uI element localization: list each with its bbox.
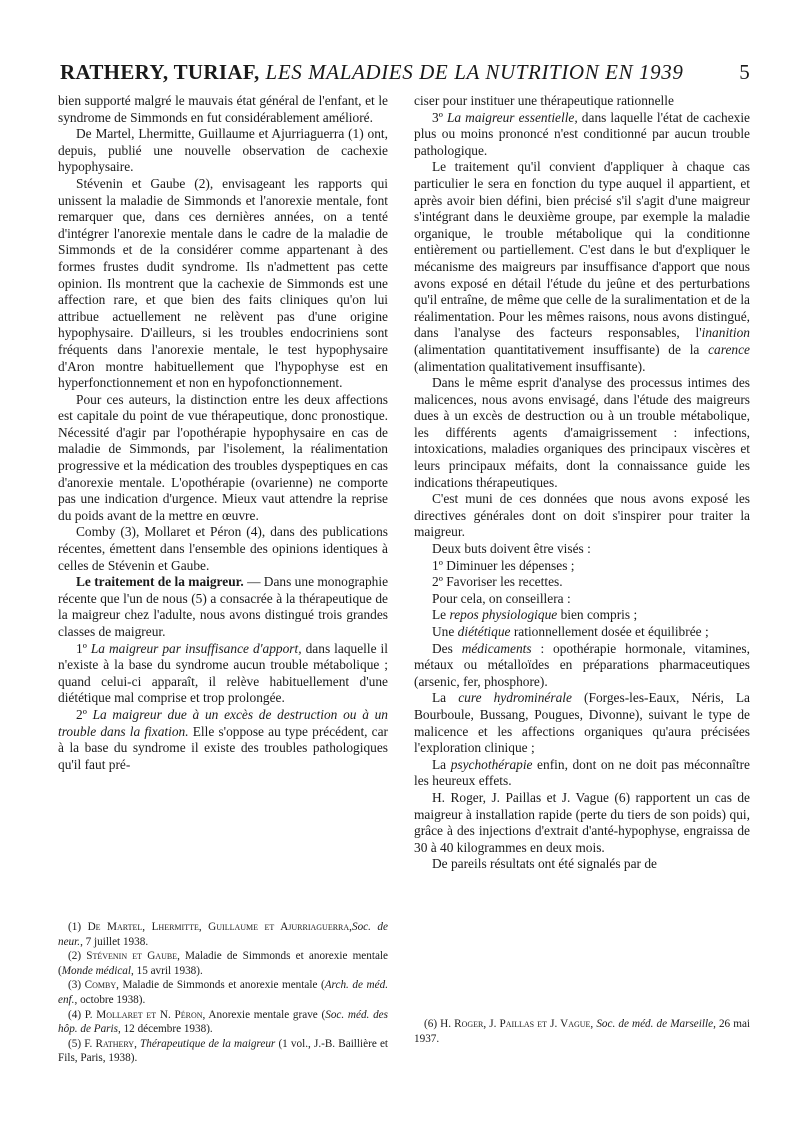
section-heading: Le traitement de la maigreur. xyxy=(76,574,244,590)
italic-term: cure hydrominérale xyxy=(458,690,572,706)
italic-term: repos physiologique xyxy=(449,607,558,623)
item-text: dans laquelle il n'existe à la base du syndrome aucun trouble métabolique ; quand celui-ci apparaît, il relève habituellement d'une diététique mal comprise et trop prolongée. xyxy=(58,640,388,706)
paragraph: Deux buts doivent être visés : xyxy=(432,541,591,557)
running-header xyxy=(60,60,750,90)
list-item xyxy=(414,690,750,756)
footnote xyxy=(58,1037,388,1066)
footnote xyxy=(58,978,388,1007)
footnote-source: Soc. de méd. de Marseille xyxy=(596,1018,714,1030)
list-item xyxy=(414,624,750,641)
header-title: LES MALADIES DE LA NUTRITION EN 1939 xyxy=(265,60,684,84)
paragraph xyxy=(414,159,750,375)
paragraph: Pour cela, on conseillera : xyxy=(432,590,571,606)
footnote-authors: P. Mollaret et N. Péron, xyxy=(84,1008,206,1021)
footnote-number: (3) xyxy=(68,979,85,992)
italic-term: carence xyxy=(708,341,750,357)
footnote-text: Maladie de Simmonds et anorexie mentale ( xyxy=(118,979,325,992)
paragraph: ciser pour instituer une thérapeutique rationnelle xyxy=(414,93,674,108)
italic-term: psychothérapie xyxy=(450,756,533,772)
footnote-source: Soc. méd. des hôp. de Paris xyxy=(58,1008,388,1036)
paragraph: H. Roger, J. Paillas et J. Vague (6) rapportent un cas de maigreur à installation rapide (perte du tiers de son poids) qui, grâce à des injections d'extrait d'anté-hypophyse, engraissa de 30 à 40 kilogrammes en deux mois. xyxy=(414,789,750,855)
text-run: Le xyxy=(432,607,450,623)
italic-term: diététique xyxy=(457,624,511,639)
footnote xyxy=(414,1017,750,1046)
text-run: La xyxy=(432,756,451,772)
text-run: (alimentation quantitativement insuffisante) de la xyxy=(414,341,709,357)
footnote-authors: F. Rathery, xyxy=(84,1037,137,1050)
text-run: (Forges-les-Eaux, Néris, La Bourboule, Bussang, Pougues, Divonne), suivant le type de malicence et les affections organiques qu'aura précisées l'exploration clinique ; xyxy=(414,690,750,756)
footnote-authors: Comby, xyxy=(84,979,119,992)
italic-term: inanition xyxy=(701,325,750,341)
right-column xyxy=(414,93,750,873)
footnote-source: Soc. de neur. xyxy=(58,921,388,948)
footnote-number: (4) xyxy=(68,1008,85,1021)
footnote-source: Arch. de méd. enf. xyxy=(58,979,388,1006)
list-item xyxy=(414,110,750,160)
list-item: 1º Diminuer les dépenses ; xyxy=(432,557,575,573)
list-item xyxy=(58,641,388,707)
footnote xyxy=(58,1008,388,1037)
footnote-text: , 26 mai 1937. xyxy=(414,1018,751,1045)
text-run: enfin, dont on ne doit pas méconnaître les heureux effets. xyxy=(414,756,750,789)
footnote-authors: Stévenin et Gaube, xyxy=(86,950,180,963)
footnote-text: Maladie de Simmonds et anorexie mentale ( xyxy=(58,950,388,977)
footnote-separator xyxy=(218,908,228,911)
text-run: Une xyxy=(432,624,458,639)
section-paragraph xyxy=(58,574,388,640)
page-number: 5 xyxy=(739,60,750,84)
list-item xyxy=(414,607,750,624)
item-title: La maigreur due à un excès de destruction ou à un trouble dans la fixation. xyxy=(58,706,388,739)
footnote-text: , 12 décembre 1938). xyxy=(117,1023,213,1036)
paragraph: Pour ces auteurs, la distinction entre les deux affections est capitale du point de vue thérapeutique, donc pronostique. Nécessité d'agir par l'opothérapie hypophysaire en cas de maladie de Simmonds, par l'isolement, la réalimentation progressive et la médication des troubles dyspeptiques en cas d'anorexie mentale. L'opothérapie (ovarienne) ne comporte pas une indication d'urgence. Mieux vaut attendre la reprise du poids avant de la mettre en œuvre. xyxy=(58,391,388,523)
footnote-number: (1) xyxy=(68,921,88,933)
item-text: dans laquelle l'état de cachexie plus ou moins prononcé n'est conditionné par aucun trouble pathologique. xyxy=(414,109,750,158)
footnote-text: , 7 juillet 1938. xyxy=(80,935,149,948)
text-run: Le traitement qu'il convient d'appliquer à chaque cas particulier le sera en fonction du type auquel il appartient, et après avoir bien défini, bien précisé s'il s'agit d'une maigreur s'intégrant dans le deuxième groupe, par exemple la maladie organique, le trouble métabolique qui la conditionne entièrement ou partiellement. C'est dans le but d'expliquer le mécanisme des maigreurs par insuffisance d'apport que nous avons exposé en détail l'étude du jeûne et des perturbations qu'il entraîne, de même que celle de la suralimentation et de la réalimentation. Pour les mêmes raisons, nous avons distingué, dans l'analyse des facteurs responsables, l' xyxy=(414,159,750,341)
item-title: La maigreur par insuffisance d'apport, xyxy=(90,640,302,656)
footnote-text: (1 vol., J.-B. Baillière et Fils, Paris, 1938). xyxy=(58,1037,389,1065)
list-item xyxy=(414,757,750,790)
text-run: (alimentation qualitativement insuffisante). xyxy=(414,358,646,374)
text-run: bien compris ; xyxy=(557,607,638,623)
section-intro: — Dans une monographie récente que l'un de nous (5) a consacrée à la thérapeutique de la maigreur chez l'adulte, nous avons distingué trois grandes classes de maigreur. xyxy=(58,574,389,639)
text-run: rationnellement dosée et équilibrée ; xyxy=(510,624,709,639)
item-title: La maigreur essentielle, xyxy=(446,109,578,125)
item-text: Elle s'oppose au type précédent, car à la base du syndrome il existe des troubles pathologiques qu'il faut pré- xyxy=(58,723,388,772)
paragraph: Stévenin et Gaube (2), envisageant les rapports qui unissent la maladie de Simmonds et l'anorexie mentale, font remarquer que, dans ces dernières années, on a tenté d'intégrer l'anorexie mentale dans le cadre de la maladie de Simmonds et de la considérer comme appartenant à des formes frustes dudit syndrome. Ils n'admettent pas cette opinion. Ils montrent que la cachexie de Simmonds est une affection rare, et que bien des faits cliniques qu'on lui attribue actuellement ne relèvent pas d'une origine hypophysaire. D'ailleurs, si les troubles endocriniens sont fréquents dans l'anorexie mentale, le test hypophysaire d'Aron montre habituellement que l'hypophyse est en hyperfonctionnement et non en hypofonctionnement. xyxy=(58,175,388,391)
footnote xyxy=(58,949,388,978)
footnote-text: Anorexie mentale grave ( xyxy=(205,1008,326,1021)
paragraph: Comby (3), Mollaret et Péron (4), dans des publications récentes, émettent dans l'ensemble des opinions identiques à celles de Stévenin et Gaube. xyxy=(58,524,388,573)
paragraph: De pareils résultats ont été signalés par de xyxy=(432,856,657,872)
italic-term: médicaments xyxy=(461,640,532,656)
item-number: 2º xyxy=(76,706,93,722)
left-column xyxy=(58,93,388,773)
item-number: 3º xyxy=(432,109,447,125)
paragraph: Dans le même esprit d'analyse des processus intimes des malicences, nous avons envisagé, dans l'étude des maigreurs dues à un excès de destruction ou à un trouble métabolique, les différents agents d'amaigrissement : infections, intoxications, maladies organiques des principaux viscères et leurs principaux méfaits, dont la connaissance guide les indications thérapeutiques. xyxy=(414,375,750,490)
text-run: : opothérapie hormonale, vitamines, métaux ou métalloïdes en préparations pharmaceutiques (arsenic, fer, phosphore). xyxy=(414,640,750,689)
list-item: 2º Favoriser les recettes. xyxy=(432,574,563,590)
footnote-source: Thérapeutique de la maigreur xyxy=(140,1037,276,1050)
footnote-number: (5) xyxy=(68,1037,85,1050)
left-footnotes xyxy=(58,908,388,1066)
footnote-number: (2) xyxy=(68,950,87,963)
footnote-authors: De Martel, Lhermitte, Guillaume et Ajurriaguerra, xyxy=(87,921,352,933)
item-number: 1º xyxy=(76,640,91,656)
list-item xyxy=(58,707,388,773)
footnote-source: Monde médical xyxy=(61,964,132,977)
footnote-text: , octobre 1938). xyxy=(74,993,146,1006)
paragraph: C'est muni de ces données que nous avons exposé les directives générales dont on doit s'inspirer pour traiter la maigreur. xyxy=(414,491,750,540)
header-authors: RATHERY, TURIAF, xyxy=(60,60,260,84)
list-item xyxy=(414,641,750,691)
footnote-authors: H. Roger, J. Paillas et J. Vague, xyxy=(440,1018,594,1030)
footnote-number: (6) xyxy=(424,1018,441,1030)
footnote xyxy=(58,920,388,949)
right-footnotes xyxy=(414,1017,750,1046)
paragraph: De Martel, Lhermitte, Guillaume et Ajurriaguerra (1) ont, depuis, publié une nouvelle observation de cachexie hypophysaire. xyxy=(58,126,388,175)
text-run: Des xyxy=(432,640,462,656)
text-run: La xyxy=(432,690,459,706)
paragraph: bien supporté malgré le mauvais état général de l'enfant, et le syndrome de Simmonds en fut considérablement amélioré. xyxy=(58,93,388,125)
footnote-text: , 15 avril 1938). xyxy=(131,964,203,977)
